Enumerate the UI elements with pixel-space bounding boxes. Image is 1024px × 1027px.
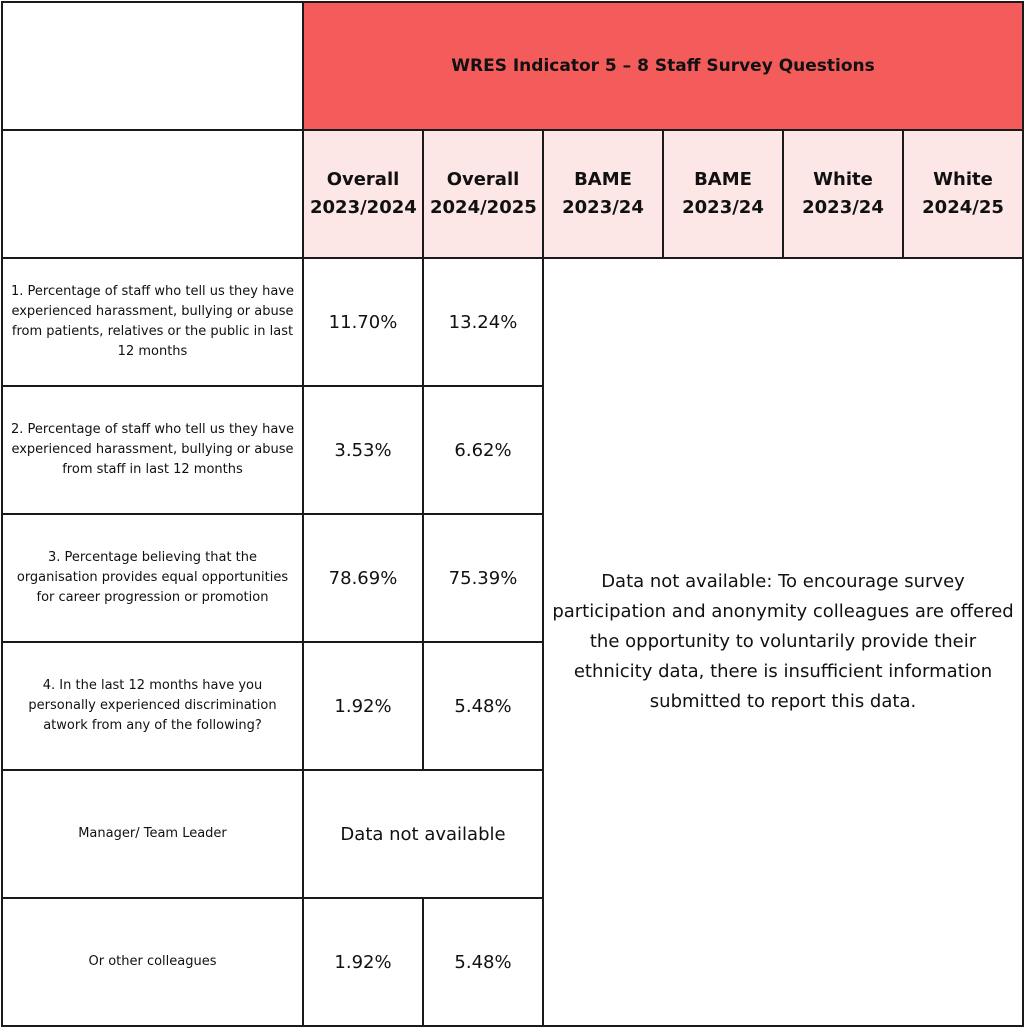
table-title: WRES Indicator 5 – 8 Staff Survey Questions — [303, 2, 1023, 130]
merged-value: Data not available — [303, 770, 543, 898]
header-blank-cell — [2, 130, 303, 258]
overall-2024-value: 13.24% — [423, 258, 543, 386]
col-header-line2: 2024/25 — [922, 197, 1004, 218]
col-header-line1: Overall — [446, 169, 520, 190]
row-label: Or other colleagues — [2, 898, 303, 1026]
col-header-overall-2023 — [303, 130, 423, 258]
row-label: 2. Percentage of staff who tell us they have experienced harassment, bullying or abuse from staff in last 12 months — [2, 386, 303, 514]
overall-2024-value: 5.48% — [423, 642, 543, 770]
column-header-row — [2, 130, 1023, 258]
col-header-line2: 2023/24 — [682, 197, 764, 218]
col-header-line2: 2024/2025 — [430, 197, 537, 218]
overall-2023-value: 1.92% — [303, 898, 423, 1026]
col-header-white-2023 — [783, 130, 903, 258]
title-row — [2, 2, 1023, 130]
overall-2023-value: 1.92% — [303, 642, 423, 770]
overall-2023-value: 78.69% — [303, 514, 423, 642]
col-header-overall-2024 — [423, 130, 543, 258]
overall-2023-value: 11.70% — [303, 258, 423, 386]
row-label: 4. In the last 12 months have you personally experienced discrimination atwork from any of the following? — [2, 642, 303, 770]
col-header-line1: Overall — [326, 169, 400, 190]
col-header-white-2024 — [903, 130, 1023, 258]
col-header-bame-a — [543, 130, 663, 258]
row-label: Manager/ Team Leader — [2, 770, 303, 898]
overall-2024-value: 5.48% — [423, 898, 543, 1026]
overall-2024-value: 75.39% — [423, 514, 543, 642]
overall-2024-value: 6.62% — [423, 386, 543, 514]
col-header-line2: 2023/2024 — [310, 197, 417, 218]
row-label: 3. Percentage believing that the organisation provides equal opportunities for career progression or promotion — [2, 514, 303, 642]
row-label: 1. Percentage of staff who tell us they have experienced harassment, bullying or abuse from patients, relatives or the public in last 12 months — [2, 258, 303, 386]
ethnicity-data-note: Data not available: To encourage survey participation and anonymity colleagues are offered the opportunity to voluntarily provide their ethnicity data, there is insufficient information submitted to report this data. — [543, 258, 1023, 1026]
col-header-line1: BAME — [694, 169, 752, 190]
col-header-line1: BAME — [574, 169, 632, 190]
col-header-line2: 2023/24 — [802, 197, 884, 218]
corner-cell — [2, 2, 303, 130]
col-header-bame-b — [663, 130, 783, 258]
col-header-line1: White — [933, 169, 993, 190]
overall-2023-value: 3.53% — [303, 386, 423, 514]
col-header-line2: 2023/24 — [562, 197, 644, 218]
wres-survey-table — [1, 1, 1024, 1027]
col-header-line1: White — [813, 169, 873, 190]
table-row — [2, 258, 1023, 386]
